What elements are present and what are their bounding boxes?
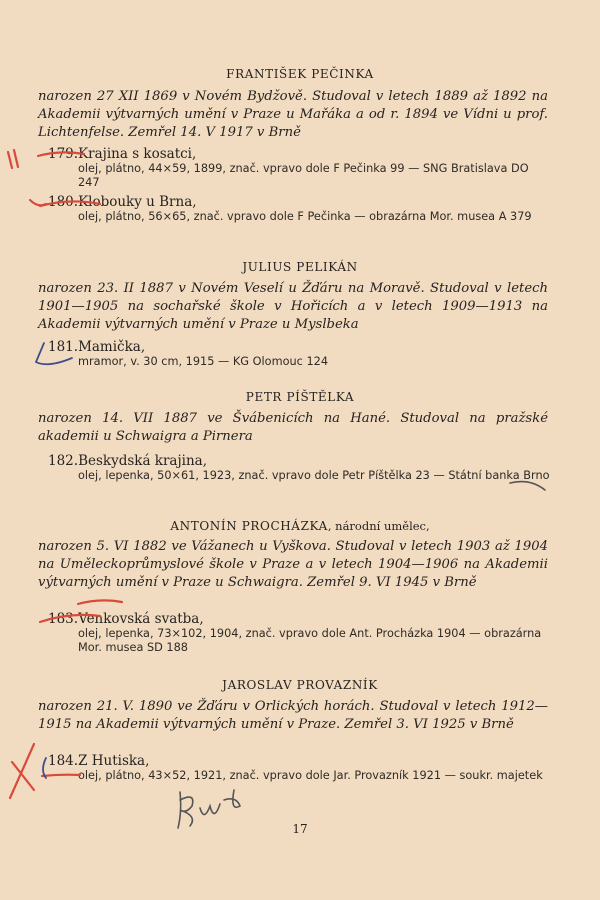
tally-mark [14,150,18,167]
entry-number: 183. [48,611,79,627]
catalog-entry [48,194,553,224]
entry-number: 180. [48,194,79,210]
artist-name: JULIUS PELIKÁN [242,260,358,274]
entry-title: Beskydská krajina, [78,453,208,469]
underline-stroke [78,600,122,604]
entry-number: 184. [48,753,79,769]
tally-mark [8,152,12,168]
entry-details: olej, lepenka, 73×102, 1904, znač. vpravo dole Ant. Procházka 1904 — obrazárna Mor. musea SD 188 [78,627,542,654]
bracket-stroke [43,758,46,778]
page-number: 17 [292,822,308,836]
entry-details: olej, plátno, 56×65, znač. vpravo dole F Pečinka — obrazárna Mor. musea A 379 [78,210,532,223]
catalog-entry [48,753,553,783]
artist-bio: narozen 14. VII 1887 ve Švábenicích na Hané. Studoval na pražské akademii u Schwaigra a Pirnera [38,411,548,444]
artist-name-line [0,519,600,533]
signature-stroke [200,804,220,815]
entry-title: Mamička, [78,339,146,355]
entry-details: olej, plátno, 44×59, 1899, znač. vpravo dole F Pečinka 99 — SNG Bratislava DO 247 [78,162,529,189]
entry-title: Z Hutiska, [78,753,150,769]
cross-stroke [12,762,34,790]
entry-number: 179. [48,146,79,162]
artist-bio: narozen 5. VI 1882 ve Vážanech u Vyškova. Studoval v letech 1903 až 1904 na Uměleckoprůmyslové škole v Praze a v letech 1904—1906 na Akademii výtvarných umění v Praze u Schwaigra. Zemřel 9. VI 1945 v Brně [38,539,548,590]
entry-title: Klobouky u Brna, [78,194,197,210]
artist-bio: narozen 21. V. 1890 ve Žďáru v Orlických horách. Studoval v letech 1912—1915 na Akademii výtvarných umění v Praze. Zemřel 3. VI 1925 v Brně [38,699,548,732]
entry-number: 182. [48,453,79,469]
artist-title-suffix: , národní umělec, [327,519,430,533]
entry-title: Krajina s kosatci, [78,146,197,162]
hook-stroke [30,200,46,205]
entry-details: mramor, v. 30 cm, 1915 — KG Olomouc 124 [78,355,329,368]
artist-name: FRANTIŠEK PEČINKA [226,67,374,81]
entry-details: olej, lepenka, 50×61, 1923, znač. vpravo dole Petr Píštělka 23 — Státní banka Brno [78,469,550,482]
catalog-entry [48,146,553,190]
entry-details: olej, plátno, 43×52, 1921, znač. vpravo dole Jar. Provazník 1921 — soukr. majetek [78,769,543,782]
entry-title: Venkovská svatba, [78,611,204,627]
artist-name: JAROSLAV PROVAZNÍK [222,678,378,692]
signature-stroke [224,790,240,807]
catalog-entry [48,611,553,655]
artist-name: PETR PÍŠTĚLKA [245,390,355,404]
entry-number: 181. [48,339,79,355]
catalog-entry [48,339,553,369]
artist-name: ANTONÍN PROCHÁZKA [170,519,328,533]
catalog-entry [48,453,553,483]
artist-bio: narozen 27 XII 1869 v Novém Bydžově. Studoval v letech 1889 až 1892 na Akademii výtvarných umění v Praze u Mařáka a od r. 1894 ve Vídni u prof. Lichtenfelse. Zemřel 14. V 1917 v Brně [38,89,548,140]
cross-stroke [10,744,34,798]
artist-bio: narozen 23. II 1887 v Novém Veselí u Žďáru na Moravě. Studoval v letech 1901—1905 na sochařské škole v Hořicích a v letech 1909—1913 na Akademii výtvarných umění v Praze u Myslbeka [38,281,548,332]
